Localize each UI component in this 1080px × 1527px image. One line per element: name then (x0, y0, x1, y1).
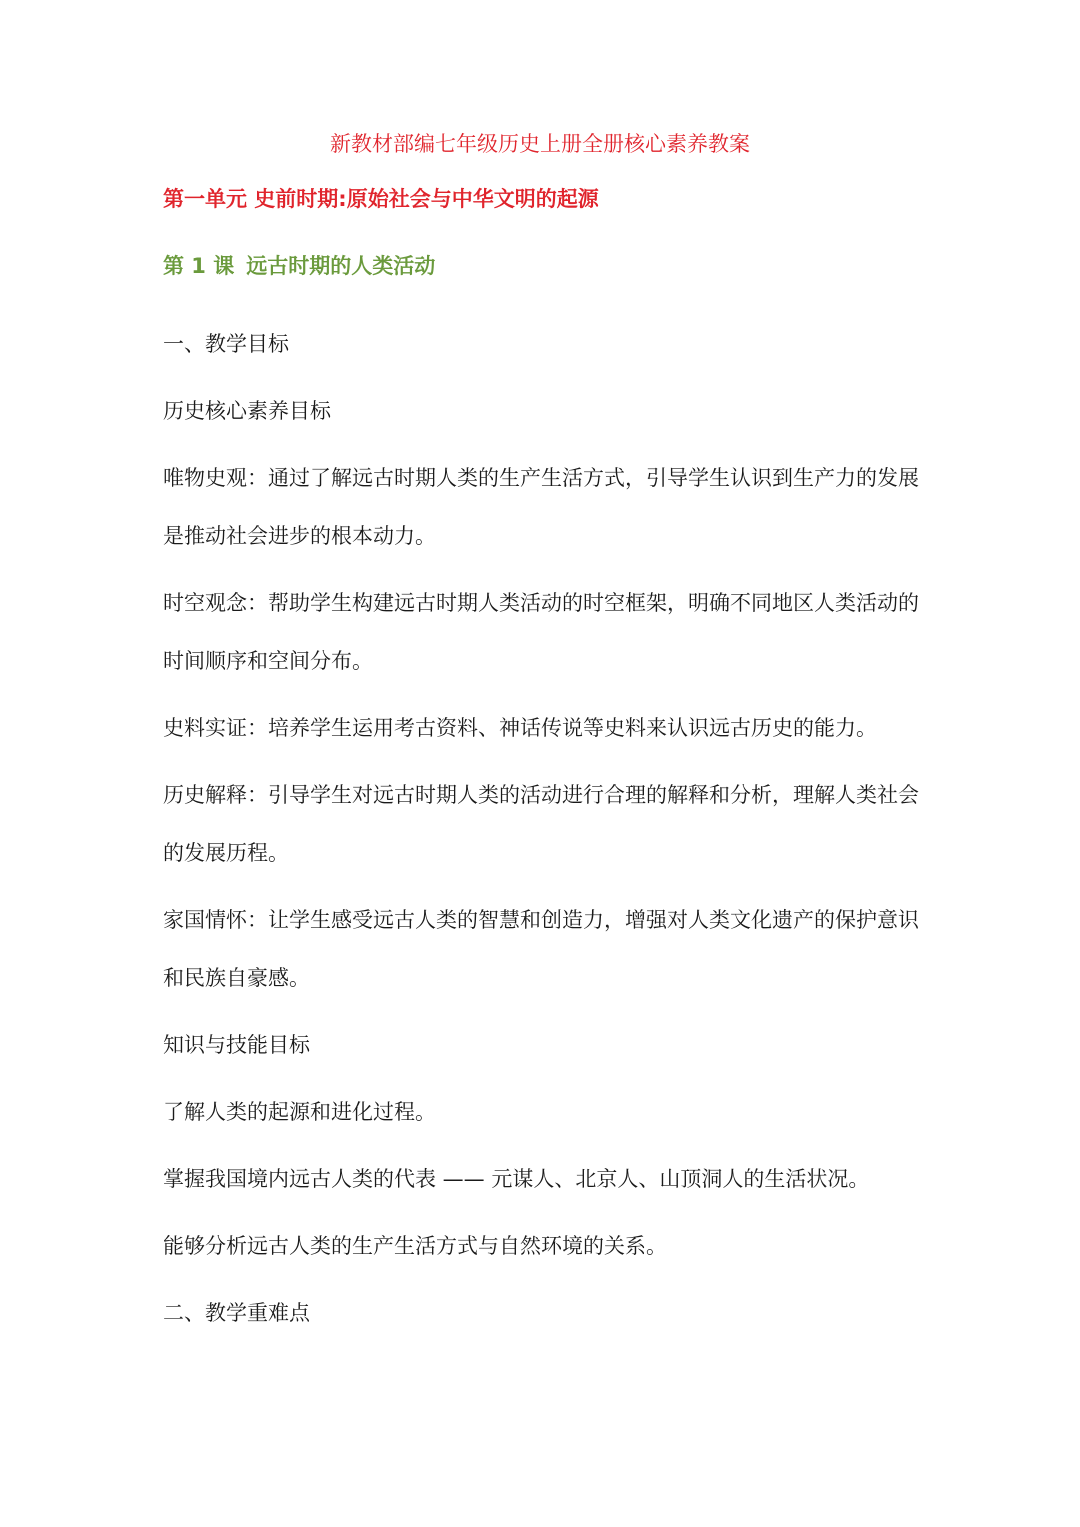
lesson-number: 第 1 课 (163, 254, 235, 278)
paragraph-evidence-from-sources: 史料实证：培养学生运用考古资料、神话传说等史料来认识远古历史的能力。 (163, 716, 877, 740)
unit-heading: 第一单元 史前时期:原始社会与中华文明的起源 (163, 187, 599, 211)
document-title: 新教材部编七年级历史上册全册核心素养教案 (330, 132, 750, 156)
lesson-heading (163, 248, 435, 284)
subheading-core-literacy-goals: 历史核心素养目标 (163, 399, 331, 423)
subheading-knowledge-skill-goals: 知识与技能目标 (163, 1033, 310, 1057)
lesson-title: 远古时期的人类活动 (246, 254, 436, 278)
section-heading-teaching-goals: 一、教学目标 (163, 332, 289, 356)
list-item-ancient-humans-in-china: 掌握我国境内远古人类的代表 —— 元谋人、北京人、山顶洞人的生活状况。 (163, 1167, 870, 1191)
document-body (163, 315, 923, 1351)
paragraph-historical-materialism: 唯物史观：通过了解远古时期人类的生产生活方式，引导学生认识到生产力的发展是推动社会进步的根本动力。 (163, 466, 919, 548)
section-heading-key-difficult-points: 二、教学重难点 (163, 1301, 310, 1325)
list-item-human-origin: 了解人类的起源和进化过程。 (163, 1100, 436, 1124)
paragraph-patriotism: 家国情怀：让学生感受远古人类的智慧和创造力，增强对人类文化遗产的保护意识和民族自豪感。 (163, 908, 919, 990)
list-item-environment-relation: 能够分析远古人类的生产生活方式与自然环境的关系。 (163, 1234, 667, 1258)
paragraph-spatiotemporal-concept: 时空观念：帮助学生构建远古时期人类活动的时空框架，明确不同地区人类活动的时间顺序和空间分布。 (163, 591, 919, 673)
paragraph-historical-interpretation: 历史解释：引导学生对远古时期人类的活动进行合理的解释和分析，理解人类社会的发展历程。 (163, 783, 919, 865)
